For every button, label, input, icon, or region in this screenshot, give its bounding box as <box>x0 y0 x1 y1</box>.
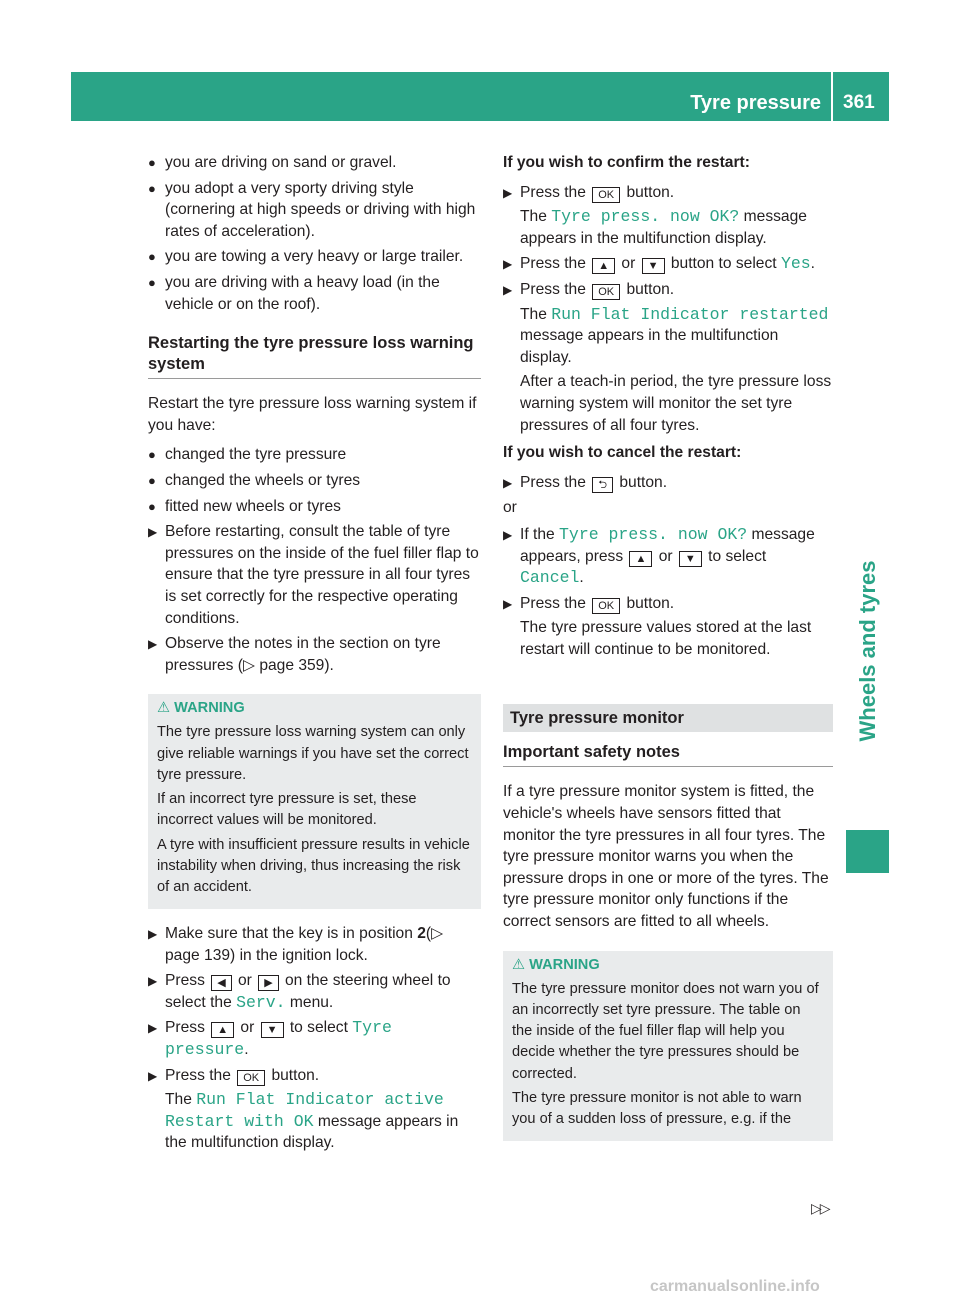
display-text: Yes <box>780 254 811 274</box>
up-key-icon: ▲ <box>211 1022 234 1038</box>
ok-key-icon: OK <box>592 284 620 300</box>
step-arrow-icon: ▶ <box>148 637 158 652</box>
display-text: Run Flat Indicator active Restart with OK <box>165 1090 444 1131</box>
bullet-icon: ● <box>148 274 156 290</box>
display-text: Tyre press. now OK? <box>551 207 740 227</box>
list-item: ● fitted new wheels or tyres <box>148 496 481 518</box>
down-key-icon: ▼ <box>261 1022 284 1038</box>
down-key-icon: ▼ <box>679 551 702 567</box>
subheading: If you wish to cancel the restart: <box>503 444 742 462</box>
body-paragraph: If a tyre pressure monitor system is fitted, the vehicle's wheels have sensors fitted that monitor the tyre pressures in all four tyres. The tyre pressure monitor warns you when the pressure drops in one or more of the tyres. The tyre pressure monitor only functions if the correct sensors are fitted to all wheels. <box>503 783 829 931</box>
step-arrow-icon: ▶ <box>503 475 513 490</box>
header-title: Tyre pressure <box>690 92 821 114</box>
ok-key-icon: OK <box>237 1070 265 1086</box>
up-key-icon: ▲ <box>592 258 615 274</box>
step-item: ▶ Observe the notes in the section on tyre pressures (▷ page 359). <box>148 635 441 674</box>
warning-title: ⚠ WARNING <box>157 700 245 717</box>
step-arrow-icon: ▶ <box>148 525 158 540</box>
bullet-icon: ● <box>148 180 156 196</box>
intro-text: Restart the tyre pressure loss warning system if you have: <box>148 395 477 434</box>
step-item: ▶ Press the OK button. The Run Flat Indicator active Restart with OK message appears in the multifunction display. <box>148 1066 459 1152</box>
step-item: ▶ Press the OK button. The Tyre press. now OK? message appears in the multifunction display. <box>503 183 807 247</box>
or-text: or <box>503 499 517 517</box>
warning-icon: ⚠ <box>157 700 171 717</box>
display-text: Serv. <box>236 992 286 1012</box>
warning-icon: ⚠ <box>512 956 526 973</box>
bullet-icon: ● <box>148 447 156 463</box>
step-arrow-icon: ▶ <box>148 1021 158 1036</box>
section-bar: Tyre pressure monitor <box>503 704 833 732</box>
step-item: ▶ Before restarting, consult the table of tyre pressures on the inside of the fuel filler flap to ensure that the tyre pressure in all four tyres is set correctly for the respective operating conditions. <box>148 523 479 627</box>
step-arrow-icon: ▶ <box>503 527 513 542</box>
bullet-icon: ● <box>148 472 156 488</box>
step-item: ▶ Press the ⮌ button. <box>503 472 833 494</box>
bullet-icon: ● <box>148 155 156 170</box>
list-item: ● you are driving with a heavy load (in the vehicle or on the roof). <box>148 273 440 313</box>
page-header-bar <box>71 72 889 121</box>
side-tab-label: Wheels and tyres <box>855 560 881 742</box>
list-item: ● you adopt a very sporty driving style (cornering at high speeds or driving with high rates of acceleration). <box>148 179 476 240</box>
display-text: Tyre pressure <box>165 1018 392 1060</box>
bullet-icon: ● <box>148 498 156 514</box>
subheading: If you wish to confirm the restart: <box>503 154 750 171</box>
watermark: carmanualsonline.info <box>650 1278 820 1295</box>
bullet-icon: ● <box>148 249 156 265</box>
right-column <box>503 152 833 1155</box>
warning-title: ⚠ WARNING <box>512 956 600 973</box>
down-key-icon: ▼ <box>642 258 665 274</box>
list-item: ● you are towing a very heavy or large trailer. <box>148 246 481 268</box>
step-arrow-icon: ▶ <box>503 257 513 272</box>
display-text: Cancel <box>520 568 580 588</box>
step-arrow-icon: ▶ <box>503 185 513 200</box>
step-item: ▶ Press ▲ or ▼ to select Tyre pressure. <box>148 1018 392 1060</box>
header-divider <box>831 72 833 121</box>
back-key-icon: ⮌ <box>592 477 613 493</box>
step-item: ▶ Make sure that the key is in position 2(▷ page 139) in the ignition lock. <box>148 925 444 964</box>
step-item: ▶ Press the OK button. The tyre pressure values stored at the last restart will continue to be monitored. <box>503 594 812 658</box>
step-item: ▶ Press the OK button. The Run Flat Indicator restarted message appears in the multifunction display. After a teach-in period, the tyre pressure loss warning system will monitor the set tyre pressures of all four tyres. <box>503 280 832 434</box>
section-heading: Important safety notes <box>503 742 833 767</box>
ok-key-icon: OK <box>592 187 620 203</box>
left-arrow-key-icon: ◀ <box>211 975 231 991</box>
step-arrow-icon: ▶ <box>503 596 513 611</box>
step-arrow-icon: ▶ <box>148 927 158 942</box>
continue-icon: ▷▷ <box>811 1200 829 1216</box>
side-marker <box>846 830 889 873</box>
side-tab <box>846 549 889 754</box>
page-number: 361 <box>843 92 875 113</box>
step-item: ▶ Press the ▲ or ▼ button to select Yes. <box>503 253 833 275</box>
warning-box: ⚠ WARNING The tyre pressure loss warning system can only give reliable warnings if you have set the correct tyre pressure. If an incorrect tyre pressure is set, these incorrect values will be monitored. A tyre with insufficient pressure results in vehicle instability when driving, thus increasing the risk of an accident. <box>148 694 481 909</box>
step-item: ▶ If the Tyre press. now OK? message appears, press ▲ or ▼ to select Cancel. <box>503 524 815 588</box>
warning-box: ⚠ WARNING The tyre pressure monitor does not warn you of an incorrectly set tyre pressure. The table on the inside of the fuel filler flap will help you decide whether the tyre pressures should be corrected. The tyre pressure monitor is not able to warn you of a sudden loss of pressure, e.g. if the <box>503 951 833 1142</box>
step-arrow-icon: ▶ <box>148 974 158 989</box>
right-arrow-key-icon: ▶ <box>258 975 278 991</box>
list-item: ● changed the wheels or tyres <box>148 470 481 492</box>
step-item: ▶ Press ◀ or ▶ on the steering wheel to select the Serv. menu. <box>148 972 451 1012</box>
section-heading: Restarting the tyre pressure loss warning system <box>148 333 481 379</box>
list-item: ● you are driving on sand or gravel. <box>148 152 481 174</box>
up-key-icon: ▲ <box>629 551 652 567</box>
display-text: Tyre press. now OK? <box>559 524 748 544</box>
list-item: ● changed the tyre pressure <box>148 444 481 466</box>
left-column <box>148 152 481 1158</box>
step-arrow-icon: ▶ <box>148 1068 158 1083</box>
display-text: Run Flat Indicator restarted <box>551 304 829 324</box>
step-arrow-icon: ▶ <box>503 282 513 297</box>
ok-key-icon: OK <box>592 598 620 614</box>
